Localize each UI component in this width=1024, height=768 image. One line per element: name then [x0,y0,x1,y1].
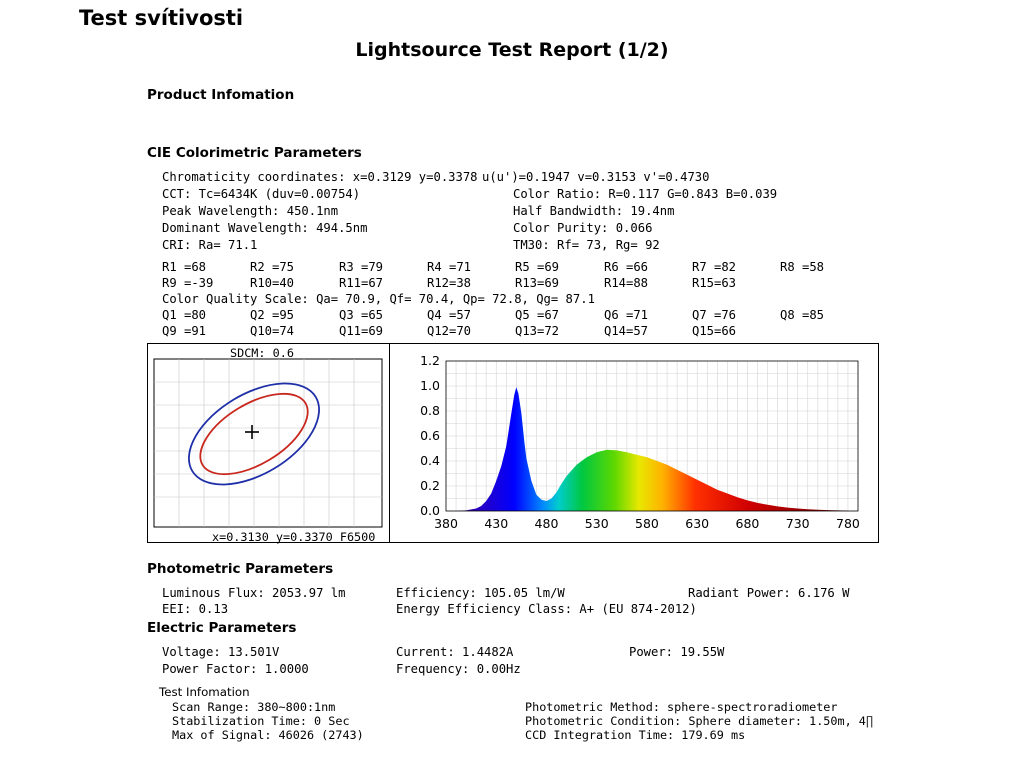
q-value: Q8 =85 [780,308,825,322]
spectrum-x-ticks [434,516,860,531]
q-value: Q1 =80 [162,308,207,322]
q-value: Q10=74 [250,324,295,338]
sdcm-grid [154,359,382,527]
x-tick-label: 680 [735,516,760,531]
r-value: R3 =79 [339,260,384,274]
half-bandwidth: Half Bandwidth: 19.4nm [513,204,675,218]
q-value: Q15=66 [692,324,737,338]
r-value: R9 =-39 [162,276,214,290]
cri: CRI: Ra= 71.1 [162,238,258,252]
peak-wavelength: Peak Wavelength: 450.1nm [162,204,339,218]
q-value: Q9 =91 [162,324,207,338]
r-value: R2 =75 [250,260,295,274]
tm30: TM30: Rf= 73, Rg= 92 [513,238,660,252]
r-value: R8 =58 [780,260,825,274]
q-value: Q4 =57 [427,308,472,322]
spectrum-y-ticks [420,353,440,518]
r-value: R11=67 [339,276,384,290]
x-tick-label: 530 [584,516,609,531]
color-quality-scale: Color Quality Scale: Qa= 70.9, Qf= 70.4, Qp= 72.8, Qg= 87.1 [162,292,595,306]
r-value: R14=88 [604,276,649,290]
r-value: R13=69 [515,276,560,290]
x-tick-label: 780 [836,516,860,531]
photometric-condition: Photometric Condition: Sphere diameter: 1.50m, 4∏ [525,714,874,728]
x-tick-label: 480 [534,516,559,531]
sdcm-coordinates: x=0.3130 y=0.3370 F6500 [212,530,376,544]
section-cie: CIE Colorimetric Parameters [147,145,362,161]
q-value: Q14=57 [604,324,649,338]
macadam-ellipse-plot [148,344,391,544]
section-electric: Electric Parameters [147,620,297,636]
q-value: Q3 =65 [339,308,384,322]
y-tick-label: 1.2 [420,353,440,368]
ccd-integration-time: CCD Integration Time: 179.69 ms [525,728,746,742]
efficiency: Efficiency: 105.05 lm/W [396,586,565,600]
report-title: Lightsource Test Report (1/2) [355,39,669,61]
photometric-method: Photometric Method: sphere-spectroradiometer [525,700,838,714]
y-tick-label: 0.6 [420,428,440,443]
energy-efficiency-class: Energy Efficiency Class: A+ (EU 874-2012) [396,602,697,616]
max-of-signal: Max of Signal: 46026 (2743) [172,728,364,742]
voltage: Voltage: 13.501V [162,645,280,659]
r-value: R4 =71 [427,260,472,274]
chromaticity-coordinates: Chromaticity coordinates: x=0.3129 y=0.3378 [162,170,478,184]
r-value: R7 =82 [692,260,737,274]
x-tick-label: 730 [785,516,810,531]
sdcm-panel [147,343,390,543]
r-value: R12=38 [427,276,472,290]
current: Current: 1.4482A [396,645,514,659]
sdcm-label: SDCM: 0.6 [230,346,294,360]
power: Power: 19.55W [629,645,725,659]
q-value: Q6 =71 [604,308,649,322]
y-tick-label: 0.8 [420,403,440,418]
x-tick-label: 430 [484,516,509,531]
color-ratio: Color Ratio: R=0.117 G=0.843 B=0.039 [513,187,778,201]
luminous-flux: Luminous Flux: 2053.97 lm [162,586,346,600]
r-value: R5 =69 [515,260,560,274]
sdcm-plot-frame [154,359,382,527]
q-value: Q7 =76 [692,308,737,322]
section-photometric: Photometric Parameters [147,561,334,577]
frequency: Frequency: 0.00Hz [396,662,521,676]
r-value: R1 =68 [162,260,207,274]
x-tick-label: 630 [685,516,710,531]
chromaticity-point-marker [245,425,259,439]
y-tick-label: 0.2 [420,478,440,493]
spectrum-panel [389,343,879,543]
power-factor: Power Factor: 1.0000 [162,662,309,676]
uv-coordinates: u(u')=0.1947 v=0.3153 v'=0.4730 [482,170,710,184]
stabilization-time: Stabilization Time: 0 Sec [172,714,350,728]
section-product-info: Product Infomation [147,87,295,103]
spectrum-chart [390,344,880,544]
r-value: R6 =66 [604,260,649,274]
scan-range: Scan Range: 380~800:1nm [172,700,336,714]
q-value: Q11=69 [339,324,384,338]
q-value: Q12=70 [427,324,472,338]
page-title: Test svítivosti [79,6,244,30]
r-value: R10=40 [250,276,295,290]
color-purity: Color Purity: 0.066 [513,221,653,235]
y-tick-label: 0.4 [420,453,440,468]
section-test-info: Test Infomation [159,685,250,699]
dominant-wavelength: Dominant Wavelength: 494.5nm [162,221,368,235]
q-value: Q5 =67 [515,308,560,322]
radiant-power: Radiant Power: 6.176 W [688,586,850,600]
r-value: R15=63 [692,276,737,290]
q-value: Q13=72 [515,324,560,338]
x-tick-label: 380 [434,516,458,531]
q-value: Q2 =95 [250,308,295,322]
y-tick-label: 1.0 [420,378,440,393]
eei: EEI: 0.13 [162,602,229,616]
y-tick-label: 0.0 [420,503,440,518]
x-tick-label: 580 [635,516,659,531]
cct: CCT: Tc=6434K (duv=0.00754) [162,187,361,201]
